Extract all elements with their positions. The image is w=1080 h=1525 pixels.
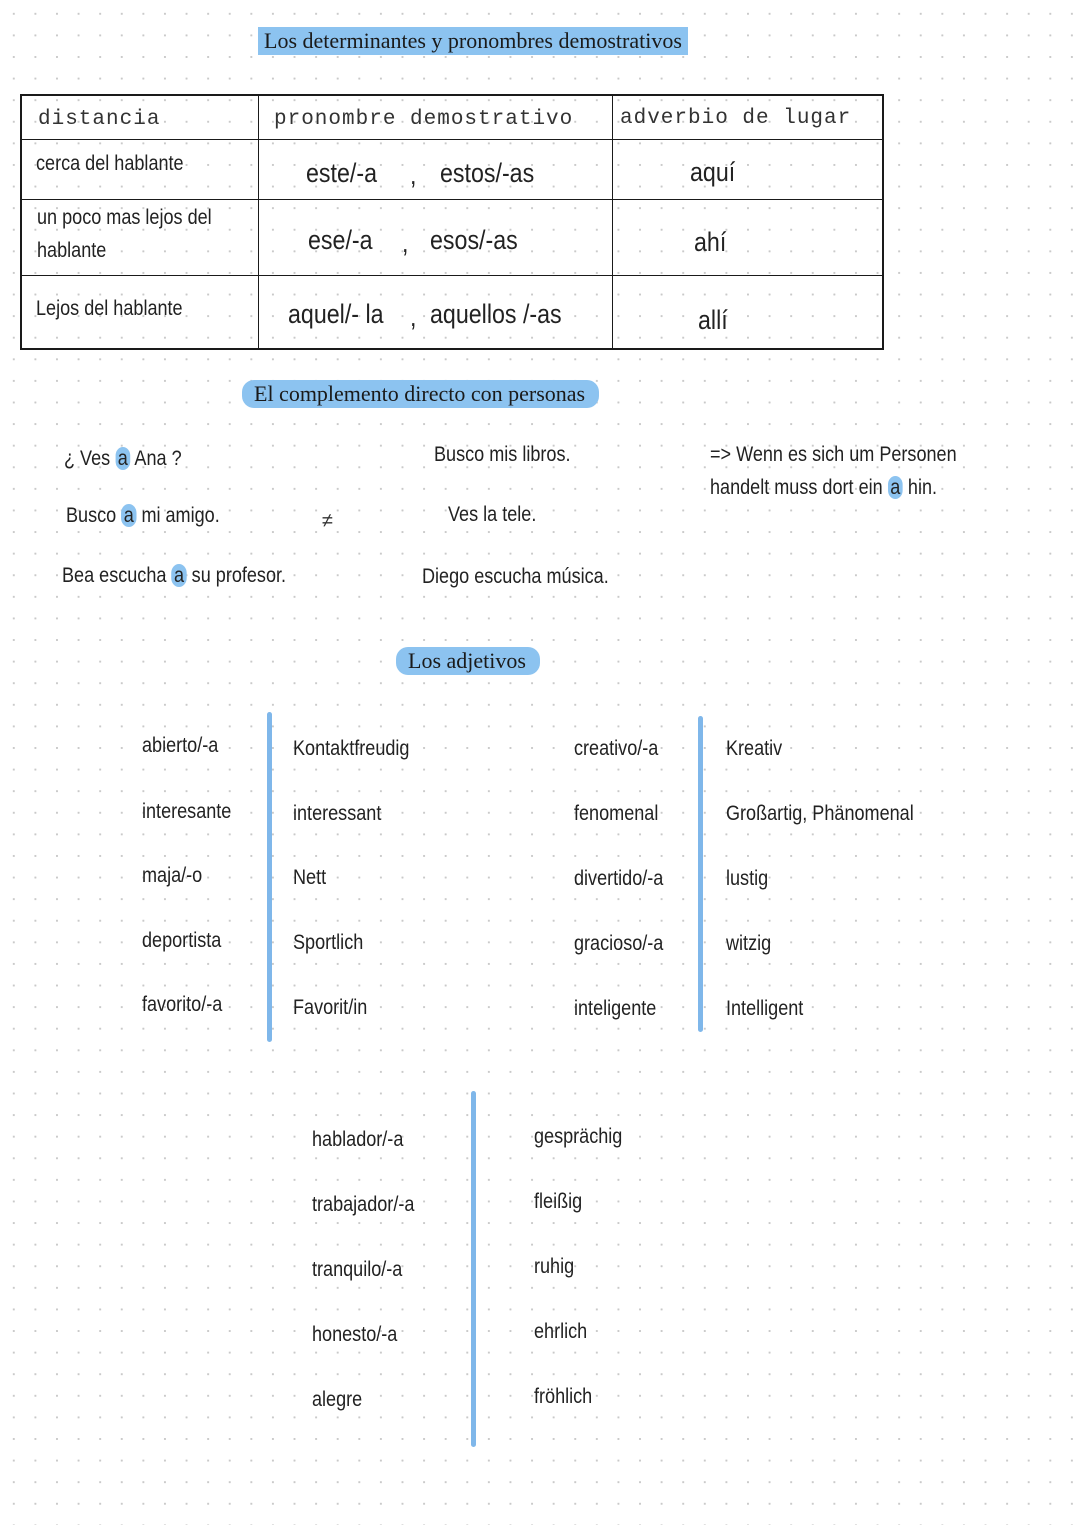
table-cell-adverb: ahí: [694, 227, 727, 257]
adjective-spanish: gracioso/-a: [574, 932, 664, 955]
table-cell-pronoun-plural: estos/-as: [440, 158, 535, 188]
adjective-spanish: maja/-o: [142, 864, 203, 887]
example-thing-3: Diego escucha música.: [422, 565, 609, 588]
table-row-divider: [20, 275, 884, 276]
adjective-german: ruhig: [534, 1255, 575, 1278]
preposition-a-highlight: a: [171, 564, 186, 587]
rule-note-line2: handelt muss dort ein a hin.: [710, 476, 938, 499]
example-thing-2: Ves la tele.: [448, 503, 537, 526]
not-equal-symbol: ≠: [322, 510, 333, 532]
table-cell-distance: Lejos del hablante: [36, 297, 183, 320]
table-header-adverb: adverbio de lugar: [620, 107, 852, 130]
adjective-spanish: hablador/-a: [312, 1128, 404, 1151]
adjective-german: Kreativ: [726, 737, 783, 760]
adjective-spanish: interesante: [142, 800, 232, 823]
section-title-demonstratives: Los determinantes y pronombres demostrativos: [258, 30, 688, 52]
adjective-german: Nett: [293, 866, 327, 889]
table-cell-distance: un poco mas lejos del: [37, 206, 212, 229]
vocab-divider: [698, 716, 703, 1032]
table-col-divider: [612, 94, 613, 350]
adjective-spanish: creativo/-a: [574, 737, 659, 760]
adjective-german: lustig: [726, 867, 769, 890]
adjective-german: gesprächig: [534, 1125, 623, 1148]
section-title-direct-object: El complemento directo con personas: [242, 383, 599, 405]
table-cell-separator: ,: [410, 160, 417, 190]
adjective-german: Sportlich: [293, 931, 364, 954]
adjective-german: Intelligent: [726, 997, 804, 1020]
adjective-spanish: tranquilo/-a: [312, 1258, 403, 1281]
table-cell-pronoun-singular: este/-a: [306, 158, 377, 188]
preposition-a-highlight: a: [115, 447, 130, 470]
preposition-a-highlight: a: [888, 476, 903, 499]
adjective-german: fleißig: [534, 1190, 583, 1213]
table-cell-adverb: allí: [698, 305, 728, 335]
adjective-spanish: inteligente: [574, 997, 657, 1020]
table-border-right: [882, 94, 884, 350]
adjective-spanish: divertido/-a: [574, 867, 664, 890]
adjective-german: fröhlich: [534, 1385, 593, 1408]
section-title-adjectives: Los adjetivos: [396, 650, 540, 672]
adjective-german: interessant: [293, 802, 382, 825]
rule-note-line1: => Wenn es sich um Personen: [710, 443, 957, 466]
table-cell-pronoun-singular: ese/-a: [308, 225, 373, 255]
vocab-divider: [267, 712, 272, 1042]
adjective-spanish: trabajador/-a: [312, 1193, 415, 1216]
table-cell-adverb: aquí: [690, 157, 736, 187]
example-person-2: Busco a mi amigo.: [66, 504, 220, 527]
table-cell-pronoun-singular: aquel/- la: [288, 299, 384, 329]
table-cell-distance: cerca del hablante: [36, 152, 184, 175]
preposition-a-highlight: a: [121, 504, 136, 527]
table-cell-separator: ,: [410, 302, 417, 332]
table-cell-separator: ,: [402, 228, 409, 258]
adjective-spanish: favorito/-a: [142, 993, 223, 1016]
adjective-spanish: deportista: [142, 929, 222, 952]
table-border-bottom: [20, 348, 884, 350]
table-cell-distance: hablante: [37, 239, 107, 262]
table-border-top: [20, 94, 884, 96]
adjective-german: Kontaktfreudig: [293, 737, 410, 760]
adjective-german: Großartig, Phänomenal: [726, 802, 914, 825]
example-thing-1: Busco mis libros.: [434, 443, 571, 466]
table-row-divider: [20, 199, 884, 200]
vocab-divider: [471, 1091, 476, 1447]
adjective-spanish: alegre: [312, 1388, 363, 1411]
table-cell-pronoun-plural: aquellos /-as: [430, 299, 562, 329]
adjective-spanish: honesto/-a: [312, 1323, 398, 1346]
adjective-german: witzig: [726, 932, 772, 955]
table-header-pronoun: pronombre demostrativo: [274, 108, 574, 131]
table-cell-pronoun-plural: esos/-as: [430, 225, 518, 255]
adjective-spanish: fenomenal: [574, 802, 659, 825]
adjective-german: ehrlich: [534, 1320, 588, 1343]
example-person-3: Bea escucha a su profesor.: [62, 564, 287, 587]
example-person-1: ¿ Ves a Ana ?: [64, 447, 182, 470]
adjective-german: Favorit/in: [293, 996, 368, 1019]
table-row-divider: [20, 139, 884, 140]
adjective-spanish: abierto/-a: [142, 734, 219, 757]
table-header-distance: distancia: [38, 108, 161, 131]
table-col-divider: [258, 94, 259, 350]
table-border-left: [20, 94, 22, 350]
